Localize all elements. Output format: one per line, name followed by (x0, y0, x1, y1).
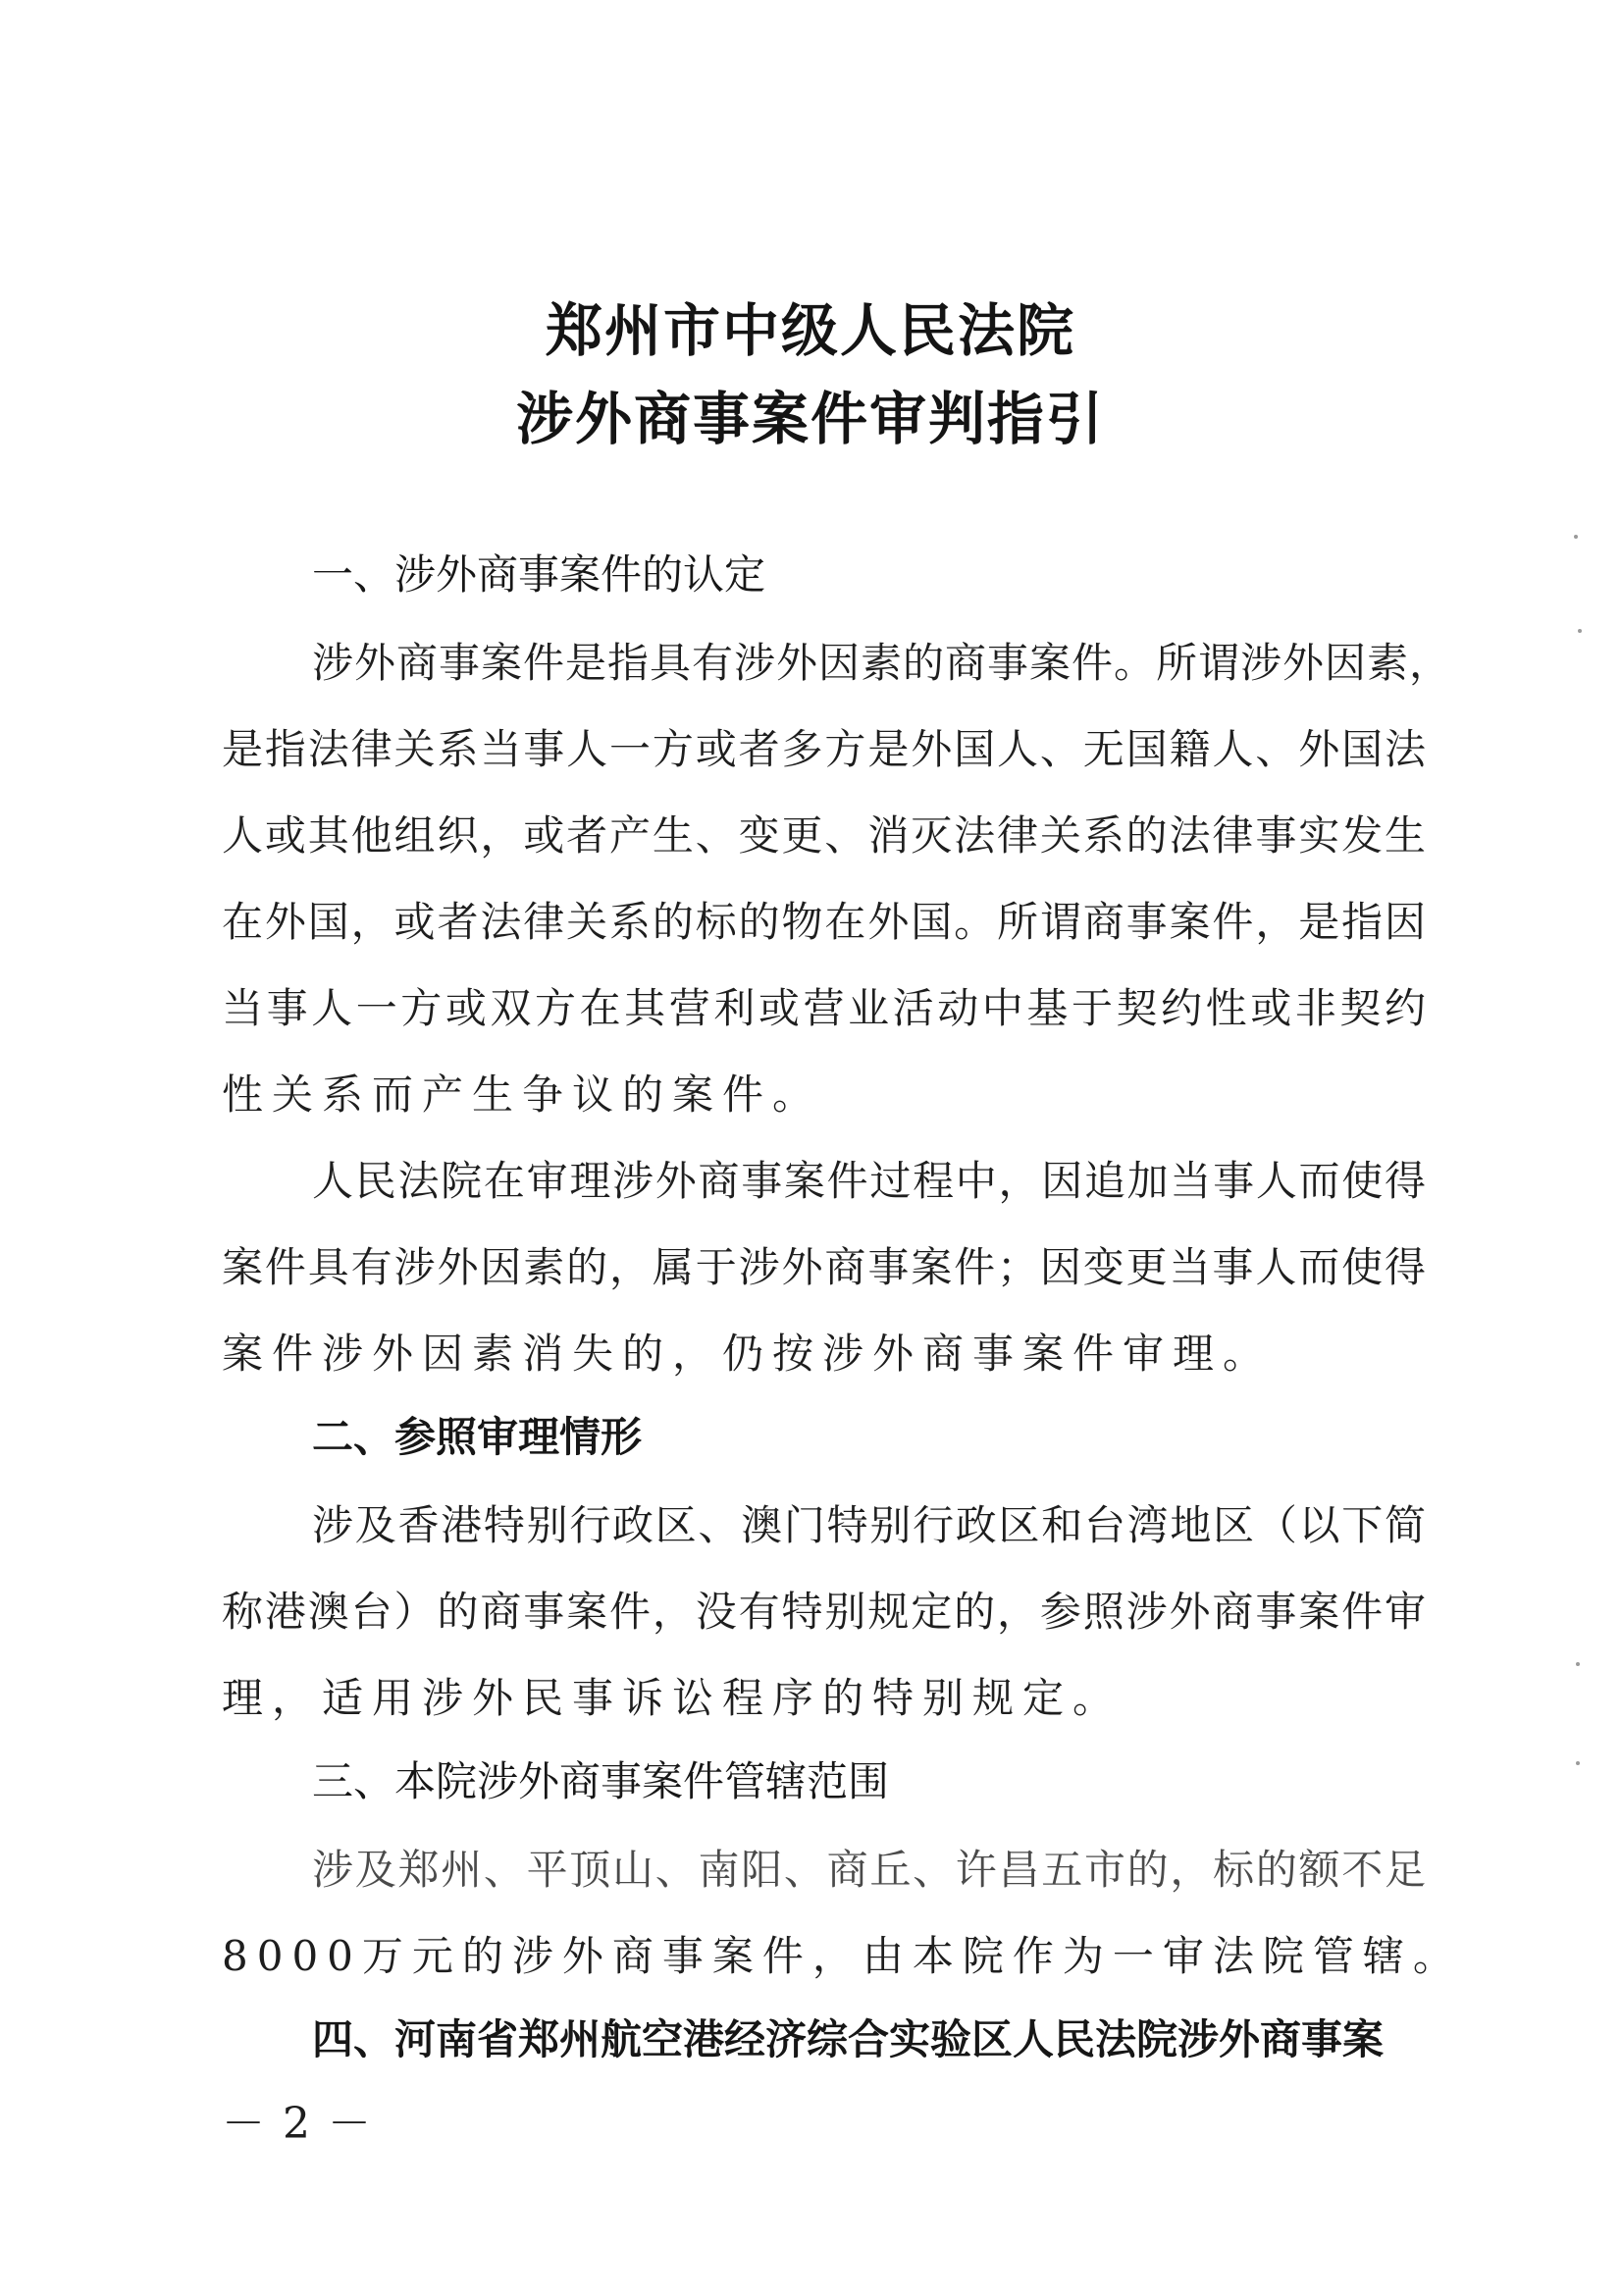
section-1-paragraph-2-line-2: 案件具有涉外因素的，属于涉外商事案件；因变更当事人而使得 (222, 1243, 1427, 1291)
section-3-heading: 三、本院涉外商事案件管辖范围 (312, 1757, 890, 1805)
section-1-paragraph-1-line-6: 性关系而产生争议的案件。 (222, 1070, 823, 1119)
section-1-paragraph-1-line-4: 在外国，或者法律关系的标的物在外国。所谓商事案件，是指因 (222, 898, 1427, 946)
section-1-paragraph-1-line-2: 是指法律关系当事人一方或者多方是外国人、无国籍人、外国法 (222, 725, 1427, 773)
section-2-paragraph-line-1: 涉及香港特别行政区、澳门特别行政区和台湾地区（以下简 (312, 1501, 1427, 1549)
section-3-paragraph-line-2: 8000万元的涉外商事案件，由本院作为一审法院管辖。 (222, 1932, 1463, 1980)
section-1-heading: 一、涉外商事案件的认定 (312, 550, 766, 599)
scan-speck (1576, 1662, 1580, 1666)
section-2-heading: 二、参照审理情形 (312, 1413, 643, 1461)
page-number: － 2 － (222, 2099, 373, 2149)
document-title-line-2: 涉外商事案件审判指引 (515, 386, 1105, 452)
section-2-paragraph-line-2: 称港澳台）的商事案件，没有特别规定的，参照涉外商事案件审 (222, 1588, 1427, 1636)
scan-speck (1578, 629, 1582, 633)
section-1-paragraph-1-line-5: 当事人一方或双方在其营利或营业活动中基于契约性或非契约 (222, 984, 1427, 1032)
section-1-paragraph-2-line-1: 人民法院在审理涉外商事案件过程中，因追加当事人而使得 (312, 1157, 1427, 1205)
section-1-paragraph-1-line-3: 人或其他组织，或者产生、变更、消灭法律关系的法律事实发生 (222, 811, 1427, 860)
section-1-paragraph-1-line-1: 涉外商事案件是指具有涉外因素的商事案件。所谓涉外因素， (312, 639, 1452, 687)
section-3-paragraph-line-1: 涉及郑州、平顶山、南阳、商丘、许昌五市的，标的额不足 (312, 1846, 1427, 1894)
scan-speck (1574, 535, 1578, 539)
document-title-line-1: 郑州市中级人民法院 (545, 297, 1075, 364)
scan-speck (1576, 1761, 1580, 1765)
section-2-paragraph-line-3: 理，适用涉外民事诉讼程序的特别规定。 (222, 1674, 1124, 1722)
section-4-heading: 四、河南省郑州航空港经济综合实验区人民法院涉外商事案 (312, 2015, 1385, 2063)
section-1-paragraph-2-line-3: 案件涉外因素消失的，仍按涉外商事案件审理。 (222, 1330, 1274, 1378)
